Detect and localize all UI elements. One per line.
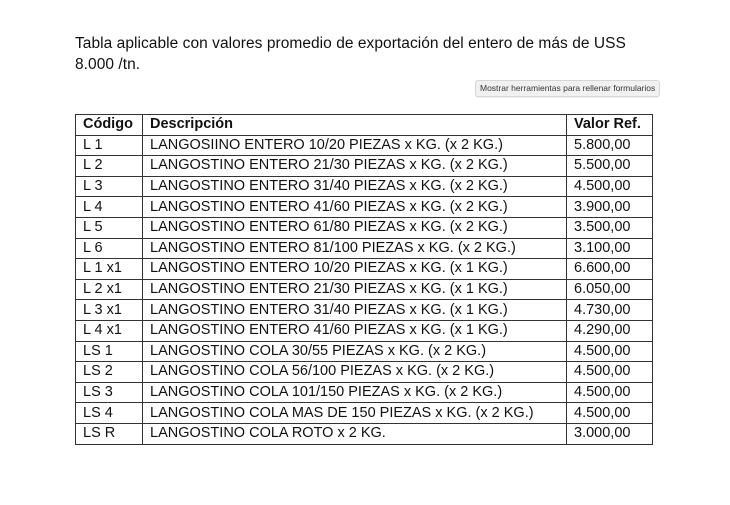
table-row — [76, 259, 653, 280]
cell-code: L 2 x1 — [76, 279, 143, 300]
header-description: Descripción — [143, 115, 567, 136]
table-row — [76, 362, 653, 383]
cell-value: 3.000,00 — [567, 423, 653, 444]
cell-description: LANGOSTINO ENTERO 81/100 PIEZAS x KG. (x 2 KG.) — [143, 238, 567, 259]
header-code: Código — [76, 115, 143, 136]
cell-code: L 1 x1 — [76, 259, 143, 280]
table-row — [76, 217, 653, 238]
show-form-tools-button[interactable]: Mostrar herramientas para rellenar formularios — [475, 80, 660, 97]
table-row — [76, 279, 653, 300]
table-row — [76, 403, 653, 424]
cell-description: LANGOSTINO ENTERO 21/30 PIEZAS x KG. (x 2 KG.) — [143, 156, 567, 177]
cell-value: 3.100,00 — [567, 238, 653, 259]
cell-description: LANGOSTINO ENTERO 41/60 PIEZAS x KG. (x 2 KG.) — [143, 197, 567, 218]
cell-code: L 3 x1 — [76, 300, 143, 321]
cell-value: 6.050,00 — [567, 279, 653, 300]
cell-code: LS 4 — [76, 403, 143, 424]
cell-description: LANGOSTINO COLA MAS DE 150 PIEZAS x KG. (x 2 KG.) — [143, 403, 567, 424]
cell-value: 4.500,00 — [567, 382, 653, 403]
cell-code: LS 1 — [76, 341, 143, 362]
cell-code: LS R — [76, 423, 143, 444]
intro-paragraph: Tabla aplicable con valores promedio de exportación del entero de más de USS 8.000 /tn. — [75, 35, 626, 73]
cell-value: 4.500,00 — [567, 176, 653, 197]
cell-description: LANGOSIINO ENTERO 10/20 PIEZAS x KG. (x 2 KG.) — [143, 135, 567, 156]
table-row — [76, 135, 653, 156]
cell-code: LS 2 — [76, 362, 143, 383]
table-row — [76, 341, 653, 362]
cell-code: L 1 — [76, 135, 143, 156]
table-row — [76, 238, 653, 259]
table-row — [76, 320, 653, 341]
cell-description: LANGOSTINO COLA 56/100 PIEZAS x KG. (x 2 KG.) — [143, 362, 567, 383]
table-row — [76, 300, 653, 321]
cell-description: LANGOSTINO ENTERO 31/40 PIEZAS x KG. (x 1 KG.) — [143, 300, 567, 321]
cell-value: 3.500,00 — [567, 217, 653, 238]
cell-code: L 3 — [76, 176, 143, 197]
cell-value: 5.500,00 — [567, 156, 653, 177]
cell-description: LANGOSTINO COLA ROTO x 2 KG. — [143, 423, 567, 444]
table-row — [76, 423, 653, 444]
cell-description: LANGOSTINO ENTERO 10/20 PIEZAS x KG. (x 1 KG.) — [143, 259, 567, 280]
cell-value: 4.730,00 — [567, 300, 653, 321]
cell-value: 3.900,00 — [567, 197, 653, 218]
cell-description: LANGOSTINO COLA 101/150 PIEZAS x KG. (x 2 KG.) — [143, 382, 567, 403]
cell-description: LANGOSTINO ENTERO 21/30 PIEZAS x KG. (x 1 KG.) — [143, 279, 567, 300]
cell-code: L 5 — [76, 217, 143, 238]
table-row — [76, 176, 653, 197]
cell-description: LANGOSTINO ENTERO 41/60 PIEZAS x KG. (x 1 KG.) — [143, 320, 567, 341]
cell-code: L 4 x1 — [76, 320, 143, 341]
cell-description: LANGOSTINO ENTERO 31/40 PIEZAS x KG. (x 2 KG.) — [143, 176, 567, 197]
cell-value: 4.500,00 — [567, 403, 653, 424]
cell-description: LANGOSTINO COLA 30/55 PIEZAS x KG. (x 2 KG.) — [143, 341, 567, 362]
cell-value: 6.600,00 — [567, 259, 653, 280]
table-row — [76, 382, 653, 403]
cell-value: 4.290,00 — [567, 320, 653, 341]
cell-code: L 4 — [76, 197, 143, 218]
cell-value: 5.800,00 — [567, 135, 653, 156]
cell-value: 4.500,00 — [567, 341, 653, 362]
reference-values-table — [75, 114, 653, 445]
cell-code: L 6 — [76, 238, 143, 259]
cell-code: LS 3 — [76, 382, 143, 403]
cell-code: L 2 — [76, 156, 143, 177]
cell-value: 4.500,00 — [567, 362, 653, 383]
cell-description: LANGOSTINO ENTERO 61/80 PIEZAS x KG. (x 2 KG.) — [143, 217, 567, 238]
table-row — [76, 197, 653, 218]
table-header-row — [76, 115, 653, 136]
header-ref-value: Valor Ref. — [567, 115, 653, 136]
table-row — [76, 156, 653, 177]
